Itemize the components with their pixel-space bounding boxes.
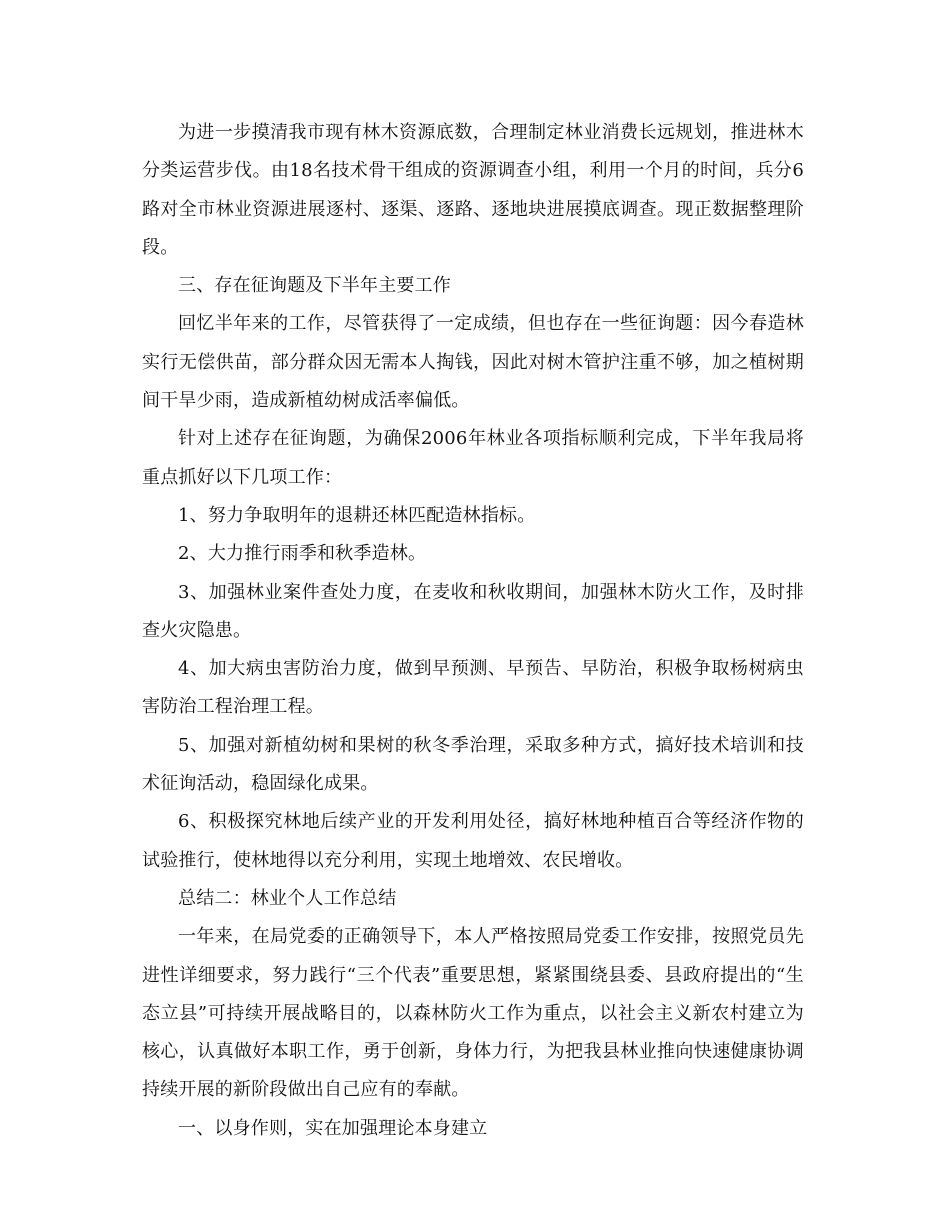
paragraph-plan-intro: 针对上述存在征询题，为确保2006年林业各项指标顺利完成，下半年我局将重点抓好以下几项工作： (142, 428, 804, 488)
section-heading-lead-by-example: 一、以身作则，实在加强理论本身建立 (178, 1117, 488, 1139)
document-body (142, 114, 804, 1148)
list-item-4: 4、加大病虫害防治力度，做到早预测、早预告、早防治，积极争取杨树病虫害防治工程治理工程。 (142, 658, 804, 718)
section-heading-summary-two: 总结二：林业个人工作总结 (178, 887, 397, 909)
section-heading-problems: 三、存在征询题及下半年主要工作 (178, 275, 451, 297)
paragraph-year-review: 一年来，在局党委的正确领导下，本人严格按照局党委工作安排，按照党员先进性详细要求，努力践行“三个代表”重要思想，紧紧围绕县委、县政府提出的“生态立县”可持续开展战略目的，以森林防火工作为重点，以社会主义新农村建立为核心，认真做好本职工作，勇于创新，身体力行，为把我县林业推向快速健康协调持续开展的新阶段做出自己应有的奉献。 (142, 926, 804, 1101)
paragraph-review: 回忆半年来的工作，尽管获得了一定成绩，但也存在一些征询题：因今春造林实行无偿供苗，部分群众因无需本人掏钱，因此对树木管护注重不够，加之植树期间干旱少雨，造成新植幼树成活率偏低。 (142, 313, 804, 412)
list-item-6: 6、积极探究林地后续产业的开发利用处径，搞好林地种植百合等经济作物的试验推行，使林地得以充分利用，实现土地增效、农民增收。 (142, 811, 804, 871)
list-item-2: 2、大力推行雨季和秋季造林。 (178, 543, 427, 565)
list-item-3: 3、加强林业案件查处力度，在麦收和秋收期间，加强林木防火工作，及时排查火灾隐患。 (142, 581, 804, 641)
paragraph-resource-survey: 为进一步摸清我市现有林木资源底数，合理制定林业消费长远规划，推进林木分类运营步伐。由18名技术骨干组成的资源调查小组，利用一个月的时间，兵分6路对全市林业资源进展逐村、逐渠、逐路、逐地块进展摸底调查。现正数据整理阶段。 (142, 122, 804, 258)
list-item-1: 1、努力争取明年的退耕还林匹配造林指标。 (178, 504, 536, 526)
list-item-5: 5、加强对新植幼树和果树的秋冬季治理，采取多种方式，搞好技术培训和技术征询活动，稳固绿化成果。 (142, 734, 804, 795)
